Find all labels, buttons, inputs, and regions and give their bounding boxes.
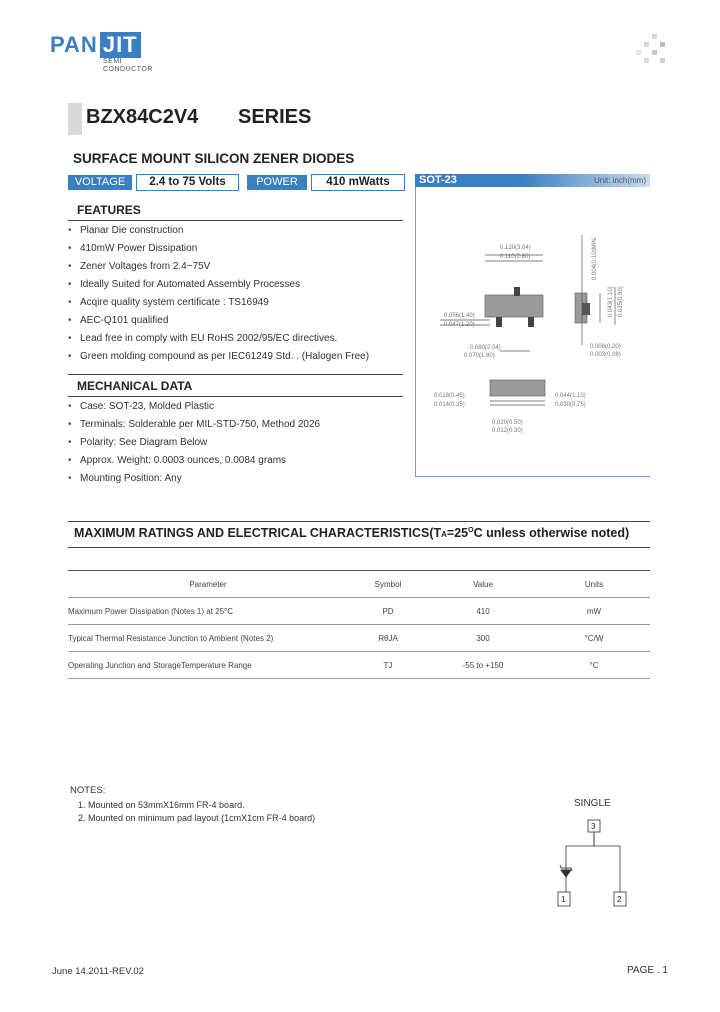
list-item: • Ideally Suited for Automated Assembly Processes [68, 276, 369, 294]
column-header-value: Value [428, 571, 538, 598]
svg-text:0.012(0.30): 0.012(0.30) [492, 428, 523, 434]
svg-text:0.030(0.75): 0.030(0.75) [555, 402, 586, 408]
list-item: • Case: SOT-23, Molded Plastic [68, 398, 320, 416]
svg-text:0.110(2.80): 0.110(2.80) [500, 254, 531, 260]
power-label: POWER [247, 175, 307, 190]
notes-list [78, 799, 315, 825]
features-list [68, 222, 369, 366]
brand-sub-line2: CONDUCTOR [103, 66, 153, 73]
page-number: PAGE . 1 [627, 965, 668, 976]
svg-text:0.044(1.10): 0.044(1.10) [555, 393, 586, 399]
table-row [68, 598, 650, 625]
cell-value: 410 [428, 598, 538, 625]
svg-text:0.080(2.04): 0.080(2.04) [470, 345, 501, 351]
svg-text:0.056(1.40): 0.056(1.40) [444, 313, 475, 319]
svg-text:0.003(0.08): 0.003(0.08) [590, 352, 621, 358]
cell-parameter: Operating Junction and StorageTemperature Range [68, 652, 348, 679]
mechanical-heading: MECHANICAL DATA [77, 379, 193, 393]
power-value: 410 mWatts [311, 174, 405, 191]
brand-sub-line1: SEMI [103, 58, 123, 65]
list-item: • Approx. Weight: 0.0003 ounces, 0.0084 grams [68, 452, 320, 470]
schematic-pin3: 3 [591, 822, 596, 831]
list-item: 2. Mounted on minimum pad layout (1cmX1cm FR-4 board) [78, 813, 316, 823]
ratings-bottom-divider [68, 547, 650, 548]
zener-diode-schematic-icon [550, 812, 640, 912]
brand-name-box: JIT [100, 32, 141, 58]
ratings-title-sub: A [441, 530, 447, 539]
svg-text:0.047(1.20): 0.047(1.20) [444, 322, 475, 328]
column-header-symbol: Symbol [348, 571, 428, 598]
list-item: • AEC-Q101 qualified [68, 312, 369, 330]
ratings-title-mid: =25 [446, 526, 469, 540]
column-header-units: Units [538, 571, 650, 598]
svg-text:0.035(0.90): 0.035(0.90) [618, 286, 624, 317]
table-header-row [68, 571, 650, 598]
cell-value: 300 [428, 625, 538, 652]
cell-parameter: Maximum Power Dissipation (Notes 1) at 25°C [68, 598, 348, 625]
package-unit-note: Unit: inch(mm) [594, 176, 647, 185]
ratings-top-divider [68, 521, 650, 522]
list-item: 1. Mounted on 53mmX16mm FR-4 board. [78, 800, 245, 810]
schematic-pin2: 2 [617, 895, 622, 904]
svg-text:0.020(0.50): 0.020(0.50) [492, 420, 523, 426]
svg-text:0.043(1.10): 0.043(1.10) [608, 286, 614, 317]
series-label: SERIES [238, 106, 312, 128]
cell-units: °C/W [538, 625, 650, 652]
table-row [68, 625, 650, 652]
notes-heading: NOTES: [70, 785, 106, 796]
ratings-title-end: C unless otherwise noted) [473, 526, 630, 540]
table-row [68, 652, 650, 679]
svg-text:0.018(0.45): 0.018(0.45) [434, 393, 465, 399]
mechanical-list [68, 398, 320, 488]
list-item: • Polarity: See Diagram Below [68, 434, 320, 452]
svg-text:0.008(0.20): 0.008(0.20) [590, 344, 621, 350]
cell-units: °C [538, 652, 650, 679]
cell-symbol: TJ [348, 652, 428, 679]
schematic-label: SINGLE [574, 798, 611, 809]
list-item: • Lead free in comply with EU RoHS 2002/95/EC directives. [68, 330, 369, 348]
checker-decoration-icon [636, 34, 666, 64]
svg-text:0.070(1.80): 0.070(1.80) [464, 353, 495, 359]
mechanical-top-divider [68, 374, 403, 375]
ratings-title [74, 526, 629, 540]
cell-units: mW [538, 598, 650, 625]
footer-date: June 14.2011-REV.02 [52, 966, 144, 977]
list-item: • Terminals: Solderable per MIL-STD-750, Method 2026 [68, 416, 320, 434]
svg-text:0.004(0.10)MIN.: 0.004(0.10)MIN. [592, 236, 598, 280]
brand-name-plain: PAN [50, 32, 98, 57]
cell-symbol: PD [348, 598, 428, 625]
schematic-pin1: 1 [561, 895, 566, 904]
cell-parameter: Typical Thermal Resistance Junction to Ambient (Notes 2) [68, 625, 348, 652]
ratings-title-sup: O [468, 526, 474, 534]
list-item: • Planar Die construction [68, 222, 369, 240]
cell-symbol: RθJA [348, 625, 428, 652]
list-item: • Green molding compound as per IEC61249 Std. . (Halogen Free) [68, 348, 369, 366]
ratings-table [68, 570, 650, 679]
brand-logo [50, 32, 141, 58]
voltage-value: 2.4 to 75 Volts [136, 174, 239, 191]
list-item: • Mounting Position: Any [68, 470, 320, 488]
svg-text:0.014(0.35): 0.014(0.35) [434, 402, 465, 408]
brand-subtitle [103, 58, 153, 74]
column-header-parameter: Parameter [68, 571, 348, 598]
list-item: • Zener Voltages from 2.4~75V [68, 258, 369, 276]
svg-text:0.120(3.04): 0.120(3.04) [500, 245, 531, 251]
features-heading: FEATURES [77, 203, 141, 217]
ratings-title-main: MAXIMUM RATINGS AND ELECTRICAL CHARACTERISTICS(T [74, 526, 442, 540]
title-accent-bar [68, 103, 82, 135]
features-divider [68, 220, 403, 221]
list-item: • Acqire quality system certificate : TS16949 [68, 294, 369, 312]
package-name: SOT-23 [419, 174, 457, 186]
mechanical-divider [68, 396, 403, 397]
list-item: • 410mW Power Dissipation [68, 240, 369, 258]
cell-value: -55 to +150 [428, 652, 538, 679]
part-number: BZX84C2V4 [86, 106, 199, 128]
voltage-label: VOLTAGE [68, 175, 132, 190]
page-subtitle: SURFACE MOUNT SILICON ZENER DIODES [73, 151, 355, 166]
package-outline-drawing [430, 225, 645, 440]
